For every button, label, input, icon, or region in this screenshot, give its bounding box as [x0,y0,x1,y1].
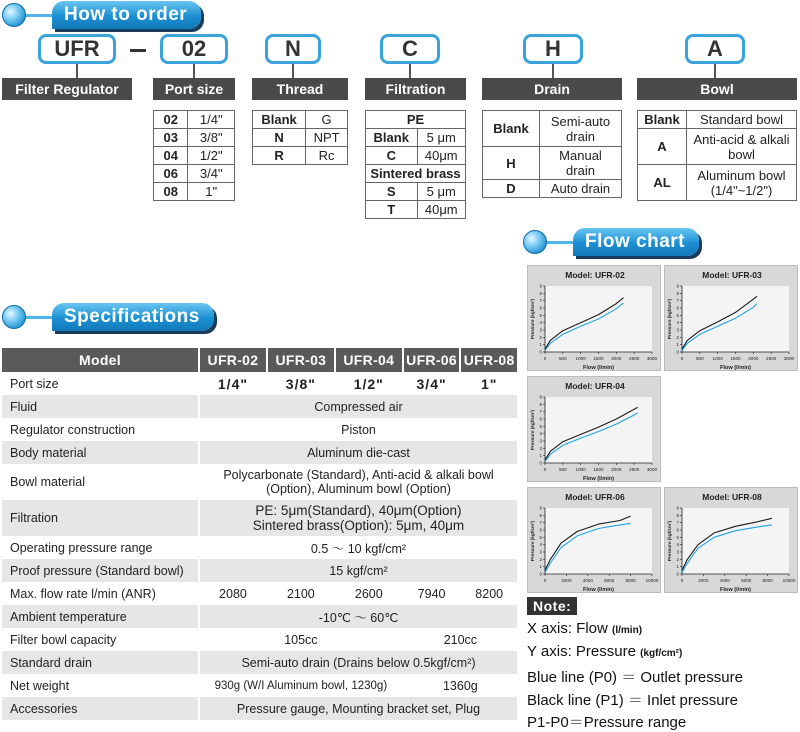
x-tick-label: 1500 [730,356,741,361]
note-x-axis: X axis: Flow (l/min) [527,620,643,637]
bullet-orb-icon [2,3,26,27]
x-tick-label: 6000 [604,578,615,583]
table-row: Blank 5 μm [366,129,466,147]
table-row: Operating pressure range 0.5 ～ 10 kgf/cm² [2,536,517,559]
y-tick-label: 8 [539,512,542,518]
y-axis-label: Pressure (kgf/cm²) [530,298,535,340]
y-tick-label: 6 [539,527,542,533]
chart-title: Model: UFR-06 [565,492,625,502]
y-tick-label: 5 [539,423,542,429]
how-to-order-header [2,0,201,30]
section-title: Flow chart [573,228,699,256]
label-bowl: Bowl [637,78,797,100]
x-tick-label: 2000 [561,578,572,583]
thread-table [252,110,348,165]
table-row: T 40μm [366,201,466,219]
y-tick-label: 0 [676,571,679,577]
chart-title: Model: UFR-03 [702,270,762,280]
table-row: 03 3/8" [154,129,235,147]
section-title: How to order [52,1,201,29]
x-axis-label: Flow (l/min) [582,476,615,482]
table-row: Accessories Pressure gauge, Mounting bracket set, Plug [2,697,517,720]
x-tick-label: 8000 [625,578,636,583]
y-tick-label: 9 [676,505,679,511]
y-tick-label: 5 [539,534,542,540]
x-tick-label: 500 [558,467,567,472]
table-row: Body material Aluminum die-cast [2,441,517,464]
drain-table [482,110,622,198]
table-row: Standard drain Semi-auto drain (Drains below 0.5kgf/cm²) [2,651,517,674]
chart-svg [528,266,662,372]
y-tick-label: 9 [539,394,542,400]
y-tick-label: 7 [539,520,542,526]
y-tick-label: 7 [676,520,679,526]
y-tick-label: 6 [539,305,542,311]
y-tick-label: 9 [539,505,542,511]
flow-chart-ufr-08 [664,487,798,593]
table-row: Ambient temperature -10℃ ～ 60℃ [2,605,517,628]
y-tick-label: 4 [539,320,542,326]
x-tick-label: 6000 [741,578,752,583]
x-tick-label: 3000 [646,467,658,472]
chart-svg [665,266,799,372]
table-row: 06 3/4" [154,165,235,183]
y-tick-label: 2 [676,556,679,562]
table-row: R Rc [253,147,348,165]
y-tick-label: 6 [676,527,679,533]
y-tick-label: 1 [676,564,679,570]
y-tick-label: 0 [539,571,542,577]
y-tick-label: 4 [676,542,679,548]
y-tick-label: 6 [539,416,542,422]
code-separator [130,49,146,52]
x-axis-label: Flow (l/min) [719,587,752,593]
table-row: Blank G [253,111,348,129]
specifications-header [2,302,214,332]
y-tick-label: 5 [676,534,679,540]
y-axis-label: Pressure (kgf/cm²) [530,409,535,451]
y-tick-label: 3 [676,549,679,555]
y-tick-label: 1 [539,453,542,459]
table-row: H Manual drain [483,147,622,180]
y-tick-label: 9 [676,283,679,289]
table-row: Net weight 930g (W/I Aluminum bowl, 1230g) 1360g [2,674,517,697]
x-tick-label: 1000 [712,356,723,361]
x-tick-label: 0 [543,467,547,472]
table-row: Max. flow rate l/min (ANR) 2080 2100 2600 7940 8200 [2,582,517,605]
chart-svg [665,488,799,594]
x-tick-label: 1000 [575,356,586,361]
bowl-table [637,110,797,201]
x-tick-label: 500 [558,356,567,361]
label-filtration: Filtration [365,78,466,100]
code-ufr: UFR [38,34,116,64]
y-axis-label: Pressure (kgf/cm²) [667,298,672,340]
table-row: AL Aluminum bowl (1/4"~1/2") [638,165,797,201]
x-tick-label: 0 [680,356,684,361]
table-header-row: Model UFR-02 UFR-03 UFR-04 UFR-06 UFR-08 [2,348,517,372]
flow-chart-ufr-04 [527,376,661,482]
plot-area [545,508,652,574]
y-tick-label: 0 [676,349,679,355]
table-row: N NPT [253,129,348,147]
x-tick-label: 2000 [611,467,622,472]
table-row: S 5 μm [366,183,466,201]
chart-svg [528,377,662,483]
x-tick-label: 2500 [766,356,777,361]
y-tick-label: 1 [676,342,679,348]
y-tick-label: 1 [539,564,542,570]
table-row: Blank Standard bowl [638,111,797,129]
y-tick-label: 8 [539,290,542,296]
table-row: 04 1/2" [154,147,235,165]
x-tick-label: 2000 [698,578,709,583]
y-tick-label: 7 [539,298,542,304]
x-tick-label: 1500 [593,467,604,472]
bullet-orb-icon [523,230,547,254]
flow-chart-ufr-06 [527,487,661,593]
table-row: Regulator construction Piston [2,418,517,441]
section-title: Specifications [52,303,214,331]
x-tick-label: 0 [543,356,547,361]
chart-title: Model: UFR-02 [565,270,625,280]
y-axis-label: Pressure (kgf/cm²) [530,520,535,562]
table-row: Fluid Compressed air [2,395,517,418]
chart-svg [528,488,662,594]
specifications-table [2,348,517,720]
x-axis-label: Flow (l/min) [582,587,615,593]
y-tick-label: 3 [676,327,679,333]
plot-area [682,286,789,352]
y-tick-label: 8 [676,512,679,518]
x-tick-label: 10000 [782,578,796,583]
y-tick-label: 0 [539,460,542,466]
flow-chart-ufr-02 [527,265,661,371]
label-port-size: Port size [153,78,235,100]
x-tick-label: 1000 [575,467,586,472]
table-row: C 40μm [366,147,466,165]
y-tick-label: 8 [539,401,542,407]
x-tick-label: 500 [695,356,704,361]
note-blue-line: Blue line (P0) ＝ Outlet pressure [527,669,743,686]
x-tick-label: 4000 [582,578,593,583]
x-tick-label: 10000 [645,578,659,583]
y-tick-label: 4 [539,431,542,437]
y-tick-label: 2 [539,334,542,340]
note-pressure-range: P1-P0＝Pressure range [527,714,687,731]
x-tick-label: 3000 [646,356,658,361]
y-tick-label: 6 [676,305,679,311]
y-tick-label: 2 [539,556,542,562]
table-row: Filtration PE: 5μm(Standard), 40μm(Option) Sintered brass(Option): 5μm, 40μm [2,500,517,536]
label-drain: Drain [482,78,622,100]
y-tick-label: 3 [539,438,542,444]
chart-title: Model: UFR-04 [565,381,625,391]
table-row: A Anti-acid & alkali bowl [638,129,797,165]
filtration-table [365,110,466,219]
table-row: Port size 1/4" 3/8" 1/2" 3/4" 1" [2,372,517,395]
table-row: Blank Semi-auto drain [483,111,622,147]
y-tick-label: 7 [539,409,542,415]
note-black-line: Black line (P1) ＝ Inlet pressure [527,692,738,709]
code-bowl: A [685,34,745,64]
y-tick-label: 2 [676,334,679,340]
x-tick-label: 2000 [748,356,759,361]
table-row: PE [366,111,466,129]
flow-chart-header [523,227,699,257]
x-tick-label: 3000 [783,356,795,361]
y-tick-label: 4 [539,542,542,548]
y-tick-label: 7 [676,298,679,304]
x-tick-label: 8000 [762,578,773,583]
note-title: Note: [527,597,577,615]
y-tick-label: 2 [539,445,542,451]
x-axis-label: Flow (l/min) [582,365,615,371]
y-axis-label: Pressure (kgf/cm²) [667,520,672,562]
flow-chart-ufr-03 [664,265,798,371]
label-filter-regulator: Filter Regulator [2,78,132,100]
table-row: D Auto drain [483,180,622,198]
table-row: Sintered brass [366,165,466,183]
y-tick-label: 8 [676,290,679,296]
x-tick-label: 0 [680,578,684,583]
plot-area [545,397,652,463]
y-tick-label: 1 [539,342,542,348]
label-thread: Thread [252,78,348,100]
table-row: 02 1/4" [154,111,235,129]
note-y-axis: Y axis: Pressure (kgf/cm²) [527,643,683,660]
x-tick-label: 4000 [719,578,730,583]
x-tick-label: 2000 [611,356,622,361]
y-tick-label: 3 [539,327,542,333]
code-port: 02 [160,34,228,64]
code-filtration: C [380,34,440,64]
x-axis-label: Flow (l/min) [719,365,752,371]
table-row: Bowl material Polycarbonate (Standard), Anti-acid & alkali bowl (Option), Aluminum bowl (Option) [2,464,517,500]
table-row: Proof pressure (Standard bowl) 15 kgf/cm² [2,559,517,582]
code-drain: H [523,34,583,64]
x-tick-label: 0 [543,578,547,583]
x-tick-label: 1500 [593,356,604,361]
table-row: Filter bowl capacity 105cc 210cc [2,628,517,651]
y-tick-label: 9 [539,283,542,289]
y-tick-label: 5 [539,312,542,318]
x-tick-label: 2500 [629,467,640,472]
chart-title: Model: UFR-08 [702,492,762,502]
table-row: 08 1" [154,183,235,201]
bullet-orb-icon [2,305,26,329]
plot-area [682,508,789,574]
code-thread: N [265,34,321,64]
port-size-table [153,110,235,201]
x-tick-label: 2500 [629,356,640,361]
y-tick-label: 4 [676,320,679,326]
y-tick-label: 0 [539,349,542,355]
y-tick-label: 3 [539,549,542,555]
y-tick-label: 5 [676,312,679,318]
